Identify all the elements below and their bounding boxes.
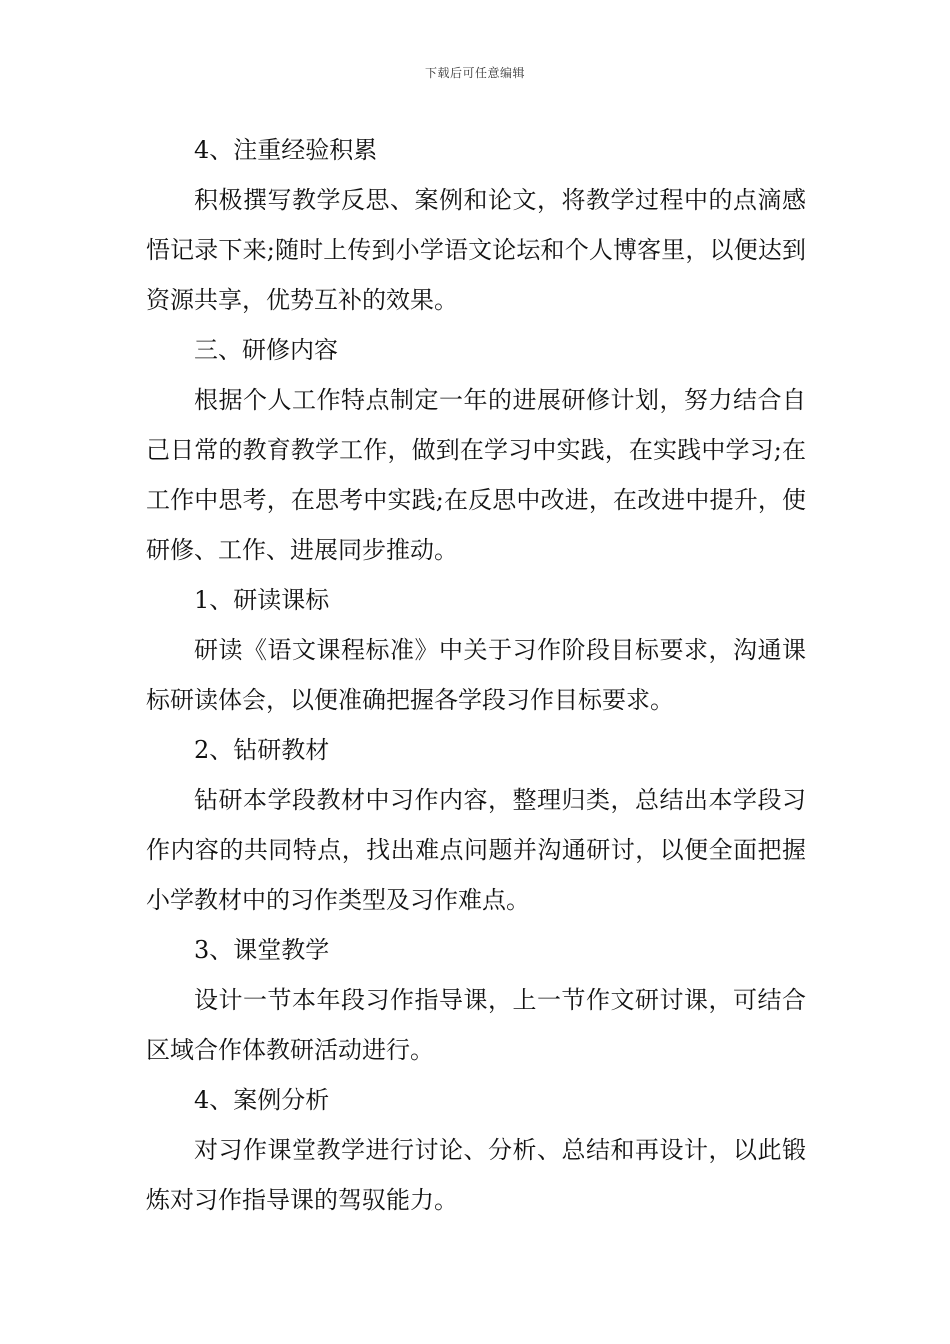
paragraph-study-curriculum: 研读《语文课程标准》中关于习作阶段目标要求，沟通课标研读体会，以便准确把握各学段习作目标要求。 [146, 636, 806, 714]
heading-case-analysis: 4、案例分析 [194, 1086, 330, 1114]
paragraph-case-analysis: 对习作课堂教学进行讨论、分析、总结和再设计，以此锻炼对习作指导课的驾驭能力。 [146, 1136, 806, 1214]
paragraph-study-plan: 根据个人工作特点制定一年的进展研修计划，努力结合自己日常的教育教学工作，做到在学习中实践，在实践中学习;在工作中思考，在思考中实践;在反思中改进，在改进中提升，使研修、工作、进展同步推动。 [146, 386, 806, 564]
heading-study-content: 三、研修内容 [194, 336, 338, 364]
heading-study-curriculum: 1、研读课标 [194, 586, 330, 614]
paragraph-study-textbook: 钻研本学段教材中习作内容，整理归类，总结出本学段习作内容的共同特点，找出难点问题并沟通研讨，以便全面把握小学教材中的习作类型及习作难点。 [146, 786, 806, 914]
paragraph-reflection-writing: 积极撰写教学反思、案例和论文，将教学过程中的点滴感悟记录下来;随时上传到小学语文论坛和个人博客里，以便达到资源共享，优势互补的效果。 [146, 186, 806, 314]
heading-classroom-teaching: 3、课堂教学 [194, 936, 330, 964]
document-body [146, 125, 806, 1225]
heading-accumulate-experience: 4、注重经验积累 [194, 136, 378, 164]
page-header-note: 下载后可任意编辑 [424, 66, 525, 80]
paragraph-classroom-teaching: 设计一节本年段习作指导课，上一节作文研讨课，可结合区域合作体教研活动进行。 [146, 986, 806, 1064]
heading-study-textbook: 2、钻研教材 [194, 736, 330, 764]
